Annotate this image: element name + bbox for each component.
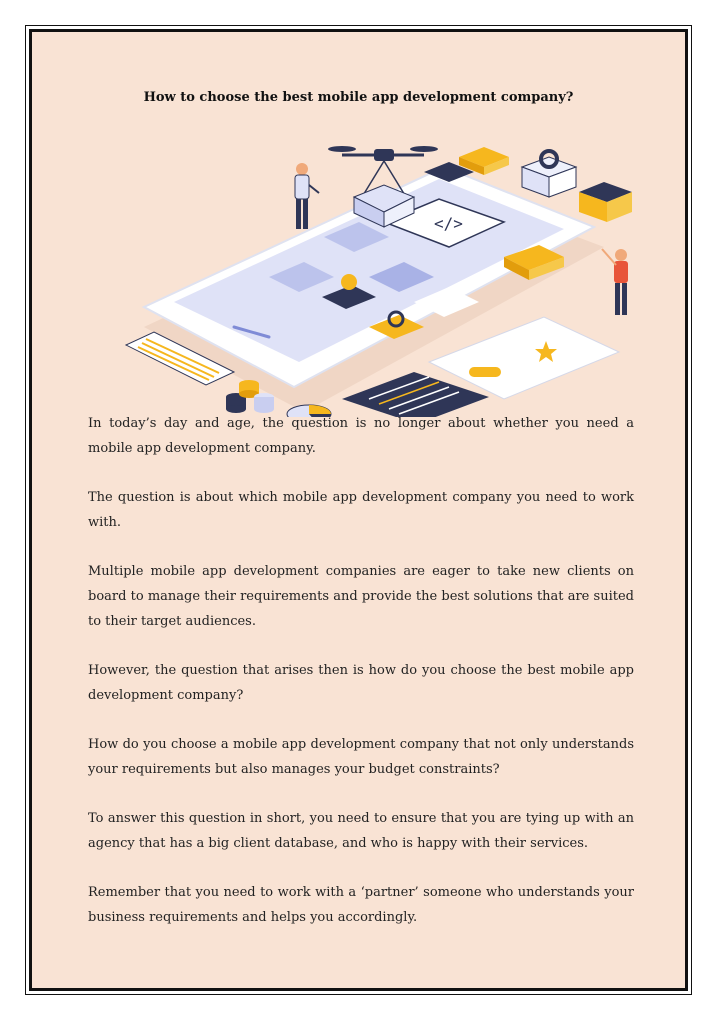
paragraph: However, the question that arises then is how do you choose the best mobile app development company? [88,663,634,703]
paragraph: The question is about which mobile app development company you need to work with. [88,490,634,530]
mobile-app-development-illustration [84,127,644,417]
svg-text:</>: </> [434,214,463,233]
paragraph: How do you choose a mobile app development company that not only understands your requirements but also manages your budget constraints? [88,737,634,777]
paragraph: To answer this question in short, you need to ensure that you are tying up with an agency that has a big client database, and who is happy with their services. [88,811,634,851]
paragraph: Multiple mobile app development companies are eager to take new clients on board to manage their requirements and provide the best solutions that are suited to their target audiences. [88,564,634,629]
paragraph: Remember that you need to work with a ‘partner’ someone who understands your business requirements and helps you accordingly. [88,885,634,925]
person-figure-icon [295,163,319,229]
document-title: How to choose the best mobile app development company? [143,90,574,105]
document-page [29,29,688,991]
person-figure-icon [602,249,628,315]
paragraph: In today’s day and age, the question is no longer about whether you need a mobile app development company. [88,416,634,456]
